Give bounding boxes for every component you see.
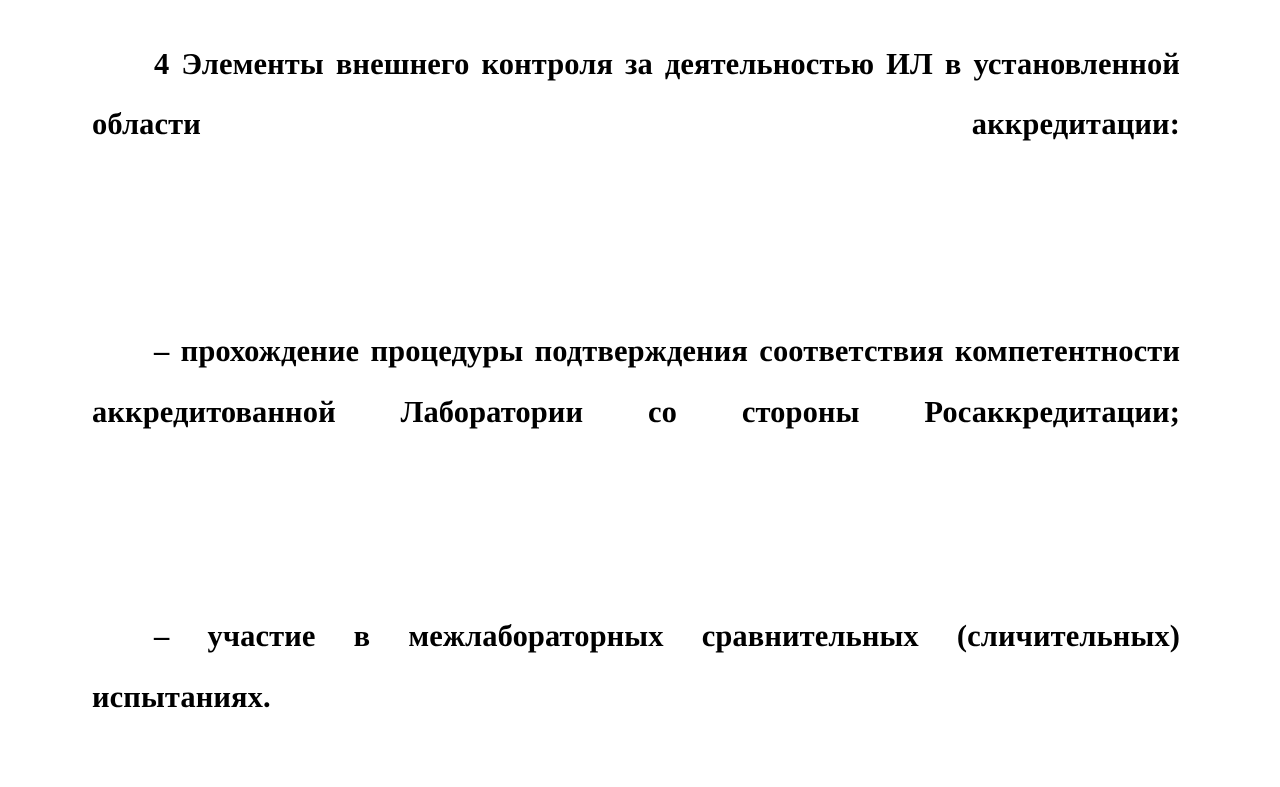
spacer-between-bullets [92,502,1180,606]
bullet-item-1: – прохождение процедуры подтверждения соответствия компетентности аккредитованной Лаборатории со стороны Росаккредитации; [92,334,1180,429]
bullet-item-2: – участие в межлабораторных сравнительных (сличительных) испытаниях. [92,619,1180,714]
section-heading: 4 Элементы внешнего контроля за деятельностью ИЛ в установленной области аккредитации: [92,47,1180,142]
spacer-after-heading [92,215,1180,321]
